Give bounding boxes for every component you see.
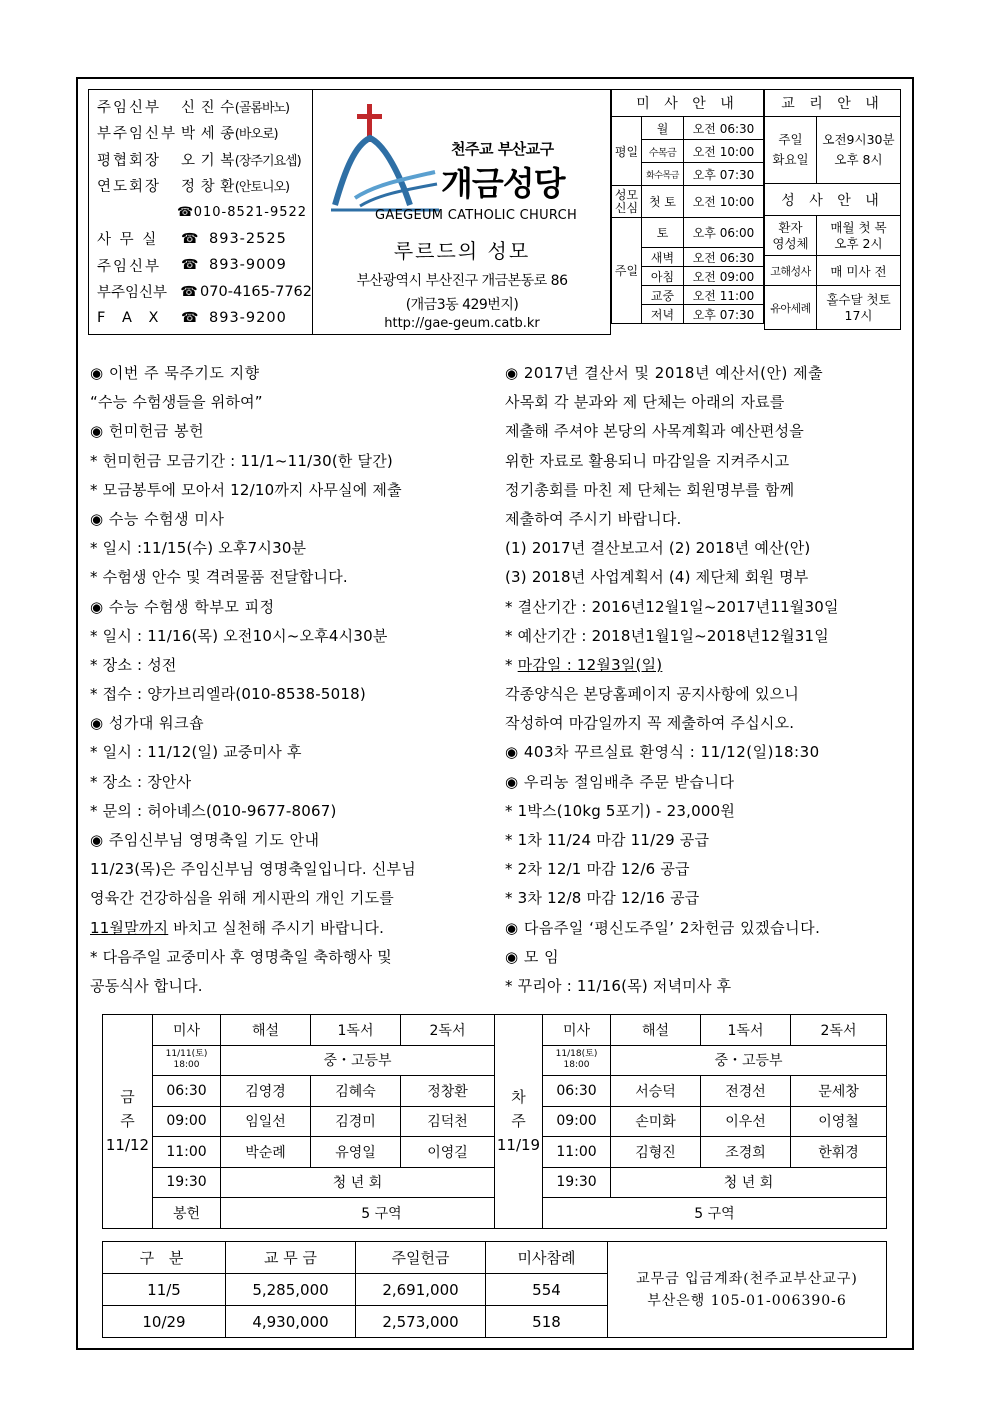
announcement-line: (1) 2017년 결산보고서 (2) 2018년 예산(안) — [505, 539, 811, 558]
col-header-period: 구 분 — [103, 1242, 226, 1274]
this-week-label-3: 11/12 — [105, 1136, 150, 1155]
announcement-line: * 일시 : 11/12(일) 교중미사 후 — [90, 743, 302, 762]
staff-name: 신 진 수 — [181, 99, 235, 116]
tuesat-label: 화수목금 — [642, 163, 684, 186]
underlined-text: 11월말까지 — [90, 918, 169, 937]
announcement-line: 작성하여 마감일까지 꼭 제출하여 주십시오. — [505, 714, 795, 733]
underlined-text: 마감일 : 12월3일(일) — [517, 655, 663, 674]
staff-directory — [88, 89, 313, 335]
diocese-name: 천주교 부산교구 — [451, 140, 554, 158]
announcement-line: * 문의 : 허아녜스(010-9677-8067) — [90, 801, 337, 820]
announcement-line: * 모금봉투에 모아서 12/10까지 사무실에 제출 — [90, 480, 402, 499]
staff-baptismal-name: (안토니오) — [234, 180, 290, 196]
offering-dues: 5,285,000 — [226, 1274, 356, 1306]
catechism-sacrament-table — [764, 89, 901, 330]
section-heading: ◉ 헌미헌금 봉헌 — [90, 422, 205, 441]
section-heading: ◉ 403차 꾸르실료 환영식 : 11/12(일)18:30 — [505, 743, 820, 762]
fax-number: 893-9200 — [209, 310, 287, 327]
next-week-label-3: 11/19 — [496, 1136, 541, 1155]
staff-name: 박 세 종 — [181, 126, 235, 143]
sat-date: 11/18(토) — [555, 1049, 598, 1060]
sick-value-line2: 오후 2시 — [834, 235, 883, 251]
sick-communion-value — [817, 216, 901, 256]
church-name-english: GAEGEUM CATHOLIC CHURCH — [375, 208, 578, 223]
col-header-reading2: 2독서 — [791, 1015, 887, 1046]
catechism-time-1: 오전9시30분 — [822, 132, 895, 147]
confession-value: 매 미사 전 — [817, 256, 901, 286]
announcements-left-column — [90, 359, 490, 1001]
mass-time: 06:30 — [153, 1076, 221, 1107]
next-week-label-2: 주 — [511, 1112, 526, 1131]
dawn-label: 새벽 — [642, 248, 684, 267]
tuesat-time: 오후 07:30 — [684, 163, 764, 186]
evening-time: 오후 07:30 — [684, 305, 764, 324]
reader-1: 김혜숙 — [311, 1076, 401, 1107]
col-header-mass: 미사 — [543, 1015, 611, 1046]
church-logo-icon — [325, 100, 445, 220]
col-header-sunday-offering: 주일헌금 — [356, 1242, 486, 1274]
col-header-mass: 미사 — [153, 1015, 221, 1046]
wedfri-label: 수목금 — [642, 140, 684, 163]
offering-attendance: 518 — [486, 1306, 608, 1338]
catechism-days — [765, 117, 817, 184]
announcement-line: * 다음주일 교중미사 후 영명축일 축하행사 및 — [90, 947, 392, 966]
announcement-line: * 1차 11/24 마감 11/29 공급 — [505, 831, 710, 849]
announcement-line: * 3차 12/8 마감 12/16 공급 — [505, 889, 700, 908]
account-info — [608, 1242, 887, 1338]
announcement-line: * 장소 : 성전 — [90, 655, 177, 674]
wedfri-time: 오전 10:00 — [684, 140, 764, 163]
infant-value-line1: 홀수달 첫토 — [826, 291, 891, 307]
reader-2: 김덕천 — [401, 1106, 495, 1137]
announcement-line: * 장소 : 장안사 — [90, 772, 192, 791]
sat-label: 토 — [642, 218, 684, 248]
youth-mass-time: 19:30 — [543, 1167, 611, 1198]
announcement-line: * 마감일 : 12월3일(일) — [505, 655, 663, 674]
col-header-reading1: 1독서 — [701, 1015, 791, 1046]
evening-label: 저녁 — [642, 305, 684, 324]
offering-dues: 4,930,000 — [226, 1306, 356, 1338]
announcement-line: * 접수 : 양가브리엘라(010-8538-5018) — [90, 685, 366, 704]
morning-time: 오전 09:00 — [684, 267, 764, 286]
announcement-line: * 결산기간 : 2016년12월1일~2017년11월30일 — [505, 597, 839, 616]
offering-date: 11/5 — [103, 1274, 226, 1306]
sat-time: 오후 06:00 — [684, 218, 764, 248]
col-header-reading1: 1독서 — [311, 1015, 401, 1046]
announcement-line: 정기총회를 마친 제 단체는 회원명부를 함께 — [505, 480, 795, 499]
phone-icon: ☎ — [181, 257, 199, 274]
announcement-line: 제출하여 주시기 바랍니다. — [505, 509, 682, 528]
offering-table — [102, 1241, 887, 1338]
announcement-line: 각종양식은 본당홈페이지 공지사항에 있으니 — [505, 685, 800, 704]
next-week-label-1: 차 — [511, 1088, 526, 1107]
mass-time: 11:00 — [153, 1137, 221, 1168]
section-heading: ◉ 수능 수험생 학부모 피정 — [90, 597, 275, 616]
pastor-label: 주임신부 — [97, 258, 162, 275]
section-heading: ◉ 이번 주 묵주기도 지향 — [90, 364, 260, 382]
commentator: 김형진 — [611, 1137, 701, 1168]
office-label: 사 무 실 — [97, 232, 159, 249]
confession-label: 고해성사 — [765, 256, 817, 286]
announcement-line: * 일시 :11/15(수) 오후7시30분 — [90, 539, 307, 558]
pastor-phone: 893-9009 — [209, 257, 287, 274]
morning-label: 아침 — [642, 267, 684, 286]
section-heading: ◉ 2017년 결산서 및 2018년 예산서(안) 제출 — [505, 364, 824, 382]
church-website-link[interactable]: http://gae-geum.catb.kr — [384, 316, 540, 331]
phone-icon: ☎ — [177, 204, 194, 220]
sat-time: 18:00 — [173, 1060, 200, 1071]
mass-schedule-table — [611, 89, 764, 324]
announcement-line: 제출해 주셔야 본당의 사목계획과 예산편성을 — [505, 422, 804, 441]
this-week-label — [103, 1015, 153, 1229]
sat-time: 18:00 — [563, 1060, 590, 1071]
commentator: 서승덕 — [611, 1076, 701, 1107]
main-mass-time: 오전 11:00 — [684, 286, 764, 305]
church-brand — [313, 89, 611, 335]
announcement-line: * 꾸리아 : 11/16(목) 저녁미사 후 — [505, 976, 732, 995]
col-header-commentary: 해설 — [611, 1015, 701, 1046]
assistant-phone: 070-4165-7762 — [200, 283, 312, 300]
this-week-service: 5 구역 — [221, 1198, 543, 1229]
youth-group: 청 년 회 — [611, 1167, 887, 1198]
church-address: 부산광역시 부산진구 개금본동로 86 — [356, 273, 568, 289]
staff-name: 오 기 복 — [181, 152, 235, 169]
marian-label-line2: 신심 — [614, 200, 639, 215]
announcement-line: 영육간 건강하심을 위해 게시판의 개인 기도를 — [90, 889, 394, 908]
office-phone: 893-2525 — [209, 230, 287, 247]
next-week-label — [495, 1015, 543, 1229]
section-heading: ◉ 성가대 워크숍 — [90, 714, 205, 733]
office-phone-row — [97, 226, 312, 253]
commentator: 박순례 — [221, 1137, 311, 1168]
phone-icon: ☎ — [181, 230, 199, 247]
fax-row — [97, 305, 312, 332]
sacrament-title: 성 사 안 내 — [765, 184, 901, 216]
section-heading: ◉ 우리농 절임배추 주문 받습니다 — [505, 772, 735, 791]
offering-date: 10/29 — [103, 1306, 226, 1338]
sat-group: 중・고등부 — [611, 1045, 887, 1076]
staff-row — [97, 93, 312, 120]
staff-role: 연도회장 — [97, 179, 162, 196]
reader-2: 정창환 — [401, 1076, 495, 1107]
staff-baptismal-name: (골롬바노) — [234, 100, 290, 116]
mass-time: 09:00 — [153, 1106, 221, 1137]
sat-date: 11/11(토) — [165, 1049, 208, 1060]
phone-icon: ☎ — [180, 283, 199, 300]
staff-role: 평협회장 — [97, 152, 162, 169]
announcement-line: 11/23(목)은 주임신부님 영명축일입니다. 신부님 — [90, 860, 416, 879]
reader-1: 조경희 — [701, 1137, 791, 1168]
marian-label-line1: 성모 — [614, 187, 639, 202]
col-header-dues: 교 무 금 — [226, 1242, 356, 1274]
reader-1: 김경미 — [311, 1106, 401, 1137]
mass-time: 09:00 — [543, 1106, 611, 1137]
announcement-line: 공동식사 합니다. — [90, 976, 203, 995]
patron-title: 루르드의 성모 — [393, 239, 531, 263]
account-line-1: 교무금 입금계좌(천주교부산교구) — [636, 1270, 858, 1287]
announcement-line: 위한 자료로 활용되니 마감일을 지켜주시고 — [505, 451, 790, 470]
pastor-phone-row — [97, 252, 312, 279]
marian-devotion-label — [612, 186, 642, 218]
church-address-old: (개금3동 429번지) — [405, 297, 519, 313]
announcement-line: 사목회 각 분과와 제 단체는 아래의 자료를 — [505, 393, 785, 412]
infant-value-line2: 17시 — [844, 307, 873, 323]
account-line-2: 부산은행 105-01-006390-6 — [647, 1292, 847, 1309]
reader-2: 이영길 — [401, 1137, 495, 1168]
commentator: 임일선 — [221, 1106, 311, 1137]
this-week-label-2: 주 — [120, 1112, 135, 1131]
catechism-day-1: 주일 — [778, 132, 803, 147]
this-week-label-1: 금 — [120, 1088, 135, 1107]
section-heading: ◉ 주임신부님 영명축일 기도 안내 — [90, 831, 320, 849]
sat-mass-cell — [543, 1045, 611, 1076]
reader-2: 문세창 — [791, 1076, 887, 1107]
sick-label-line1: 환자 — [778, 219, 803, 235]
mon-label: 월 — [642, 117, 684, 140]
reader-2: 한휘경 — [791, 1137, 887, 1168]
col-header-attendance: 미사참례 — [486, 1242, 608, 1274]
staff-role: 부주임신부 — [97, 126, 178, 143]
main-mass-label: 교중 — [642, 286, 684, 305]
section-heading: ◉ 수능 수험생 미사 — [90, 509, 225, 528]
sat-mass-cell — [153, 1045, 221, 1076]
announcement-line: “수능 수험생들을 위하여” — [90, 393, 263, 412]
sunday-label: 주일 — [612, 218, 642, 324]
reader-1: 이우선 — [701, 1106, 791, 1137]
next-week-service: 5 구역 — [543, 1198, 887, 1229]
announcement-line: * 예산기간 : 2018년1월1일~2018년12월31일 — [505, 626, 829, 645]
announcements-right-column — [505, 359, 905, 1001]
youth-group: 청 년 회 — [221, 1167, 495, 1198]
reader-1: 전경선 — [701, 1076, 791, 1107]
staff-role: 주임신부 — [97, 99, 162, 116]
col-header-reading2: 2독서 — [401, 1015, 495, 1046]
mass-time: 06:30 — [543, 1076, 611, 1107]
catechism-title: 교 리 안 내 — [765, 90, 901, 117]
announcement-line: 11월말까지 바치고 실천해 주시기 바랍니다. — [90, 918, 385, 937]
fax-label: F A X — [97, 310, 165, 327]
dawn-time: 오전 06:30 — [684, 248, 764, 267]
reader-1: 유영일 — [311, 1137, 401, 1168]
sick-label-line2: 영성체 — [772, 235, 809, 251]
church-name: 개금성당 — [441, 164, 565, 203]
sick-communion-label — [765, 216, 817, 256]
lector-schedule-table — [102, 1014, 887, 1229]
section-heading: ◉ 다음주일 ‘평신도주일’ 2차헌금 있겠습니다. — [505, 918, 821, 937]
announcement-line: (3) 2018년 사업계획서 (4) 제단체 회원 명부 — [505, 568, 809, 587]
offering-sunday: 2,691,000 — [356, 1274, 486, 1306]
commentator: 손미화 — [611, 1106, 701, 1137]
reader-2: 이영철 — [791, 1106, 887, 1137]
offering-attendance: 554 — [486, 1274, 608, 1306]
sick-value-line1: 매월 첫 목 — [830, 219, 887, 235]
catechism-day-2: 화요일 — [772, 152, 809, 167]
service-label: 봉헌 — [153, 1198, 221, 1229]
announcement-line: * 수험생 안수 및 격려물품 전달합니다. — [90, 568, 348, 587]
infant-baptism-label: 유아세례 — [765, 286, 817, 330]
first-sat-label: 첫 토 — [642, 186, 684, 218]
staff-name: 정 창 환 — [181, 179, 235, 196]
youth-mass-time: 19:30 — [153, 1167, 221, 1198]
infant-baptism-value — [817, 286, 901, 330]
first-sat-time: 오전 10:00 — [684, 186, 764, 218]
announcement-line: * 일시 : 11/16(목) 오전10시~오후4시30분 — [90, 626, 388, 645]
staff-row — [97, 173, 312, 200]
announcement-line: * 2차 12/1 마감 12/6 공급 — [505, 860, 690, 879]
mon-time: 오전 06:30 — [684, 117, 764, 140]
announcement-line: * 헌미헌금 모금기간 : 11/1~11/30(한 달간) — [90, 451, 393, 470]
staff-row — [97, 120, 312, 147]
assistant-phone-row — [97, 279, 312, 306]
president-phone: 010-8521-9522 — [193, 204, 308, 220]
staff-row — [97, 146, 312, 173]
president-phone-row — [97, 199, 312, 226]
section-heading: ◉ 모 임 — [505, 947, 560, 966]
catechism-time-2: 오후 8시 — [834, 152, 883, 167]
mass-time: 11:00 — [543, 1137, 611, 1168]
phone-icon: ☎ — [181, 310, 199, 327]
announcement-line: * 1박스(10kg 5포기) - 23,000원 — [505, 801, 736, 820]
commentator: 김영경 — [221, 1076, 311, 1107]
offering-sunday: 2,573,000 — [356, 1306, 486, 1338]
mass-schedule-title: 미 사 안 내 — [612, 90, 764, 117]
staff-baptismal-name: (장주기요셉) — [234, 153, 301, 169]
assistant-label: 부주임신부 — [97, 285, 168, 302]
staff-baptismal-name: (바오로) — [234, 127, 278, 143]
catechism-times — [817, 117, 901, 184]
weekday-label: 평일 — [612, 117, 642, 186]
sat-group: 중・고등부 — [221, 1045, 495, 1076]
col-header-commentary: 해설 — [221, 1015, 311, 1046]
